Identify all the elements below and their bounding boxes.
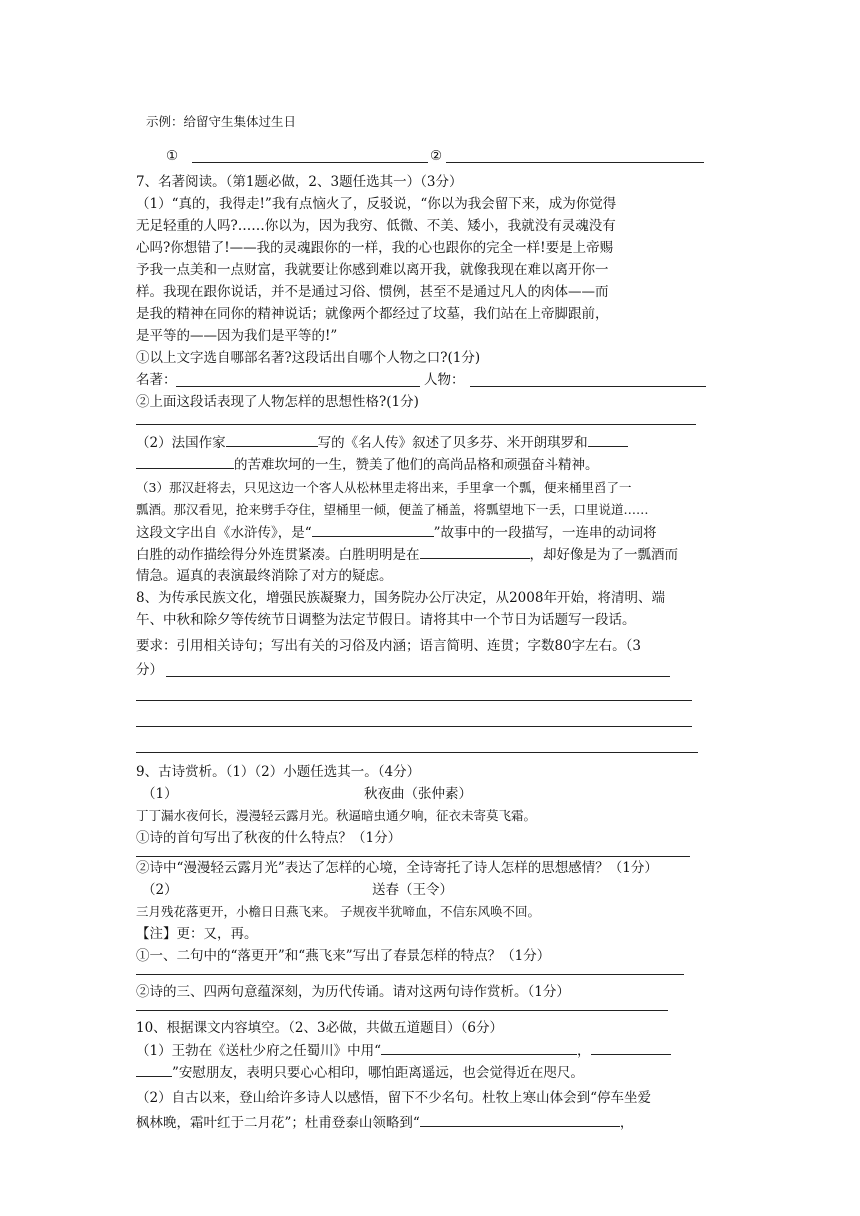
example-blank-1[interactable] xyxy=(192,162,428,163)
q7-sub2-text-b: 写的《名人传》叙述了贝多芬、米开朗琪罗和 xyxy=(317,435,588,451)
q10-sub1-text-a: （1）王勃在《送杜少府之任蜀川》中用“ xyxy=(136,1043,381,1059)
q7-passage-line: 样。我现在跟你说话，并不是通过习俗、惯例，甚至不是通过凡人的肉体——而 xyxy=(136,284,609,300)
q10-sub1-line2 xyxy=(136,1062,584,1083)
q9-answer-line[interactable] xyxy=(136,1010,668,1011)
q7-book-label: 名著： xyxy=(136,372,177,388)
q9-sub1-number: （1） xyxy=(142,786,178,802)
q7-passage-line: （1）“真的，我得走!”我有点恼火了，反驳说，“你以为我会留下来，成为你觉得 xyxy=(136,196,617,212)
q7-sub3-line2: 瓢酒。那汉看见，抢来劈手夺住，望桶里一倾，便盖了桶盖，将瓢望地下一丢，口里说道…… xyxy=(136,502,649,517)
q7-action-blank[interactable] xyxy=(420,544,530,559)
example-blank-1-label: ① xyxy=(166,148,179,164)
q7-passage-line: 是我的精神在同你的精神说话；就像两个都经过了坟墓，我们站在上帝脚跟前， xyxy=(136,306,609,322)
q8-line4: 分） xyxy=(136,662,163,678)
q7-author-blank[interactable] xyxy=(226,432,318,447)
q7-sub3-line5: 情急。逼真的表演最终消除了对方的疑虑。 xyxy=(136,568,393,584)
q9-sub2-number: （2） xyxy=(142,882,178,898)
q7-name-blank[interactable] xyxy=(588,432,628,447)
q8-line1: 8、为传承民族文化，增强民族凝聚力，国务院办公厅决定，从2008年开始，将清明、端 xyxy=(136,590,665,606)
q7-name-blank-2[interactable] xyxy=(136,454,234,469)
q10-sub1-text-b: ， xyxy=(577,1043,591,1059)
q9-sub2-poem-title: 送春（王令） xyxy=(372,882,453,898)
q7-story-blank[interactable] xyxy=(312,522,434,537)
q7-sub2-line1 xyxy=(136,432,628,453)
q10-poem-blank-3[interactable] xyxy=(136,1062,172,1077)
q7-sub2-text-c: 的苦难坎坷的一生，赞美了他们的高尚品格和顽强奋斗精神。 xyxy=(234,457,599,473)
q10-poem-blank-2[interactable] xyxy=(591,1040,671,1055)
q9-sub1-question1: ①诗的首句写出了秋夜的什么特点？（1分） xyxy=(136,830,402,846)
q10-sub2-text-a: 枫林晚，霜叶红于二月花”；杜甫登泰山领略到“ xyxy=(136,1115,420,1131)
q7-sub1-question1: ①以上文字选自哪部名著?这段话出自哪个人物之口?(1分) xyxy=(136,350,481,366)
q8-answer-line[interactable] xyxy=(136,726,692,727)
q7-sub2-text-a: （2）法国作家 xyxy=(136,435,226,451)
q9-sub2-poem: 三月残花落更开，小檐日日燕飞来。 子规夜半犹啼血，不信东风唤不回。 xyxy=(136,904,540,919)
q7-title: 7、名著阅读。（第1题必做，2、3题任选其一）（3分） xyxy=(136,174,463,190)
q7-sub3-line1: （3）那汉赶将去，只见这边一个客人从松林里走将出来，手里拿一个瓢，便来桶里舀了一 xyxy=(136,480,632,495)
q7-answer-line[interactable] xyxy=(136,424,696,425)
q8-answer-line[interactable] xyxy=(166,676,670,677)
q7-sub3-text-d: ，却好像是为了一瓢酒而 xyxy=(529,547,678,563)
q10-title: 10、根据课文内容填空。（2、3必做，共做五道题目）（6分） xyxy=(136,1020,503,1036)
q8-line2: 午、中秋和除夕等传统节日调整为法定节假日。请将其中一个节日为话题写一段话。 xyxy=(136,612,636,628)
q9-sub1-poem: 丁丁漏水夜何长，漫漫轻云露月光。秋逼暗虫通夕响，征衣未寄莫飞霜。 xyxy=(136,808,537,823)
q10-poem-blank-4[interactable] xyxy=(420,1112,620,1127)
q9-sub2-question2: ②诗的三、四两句意蕴深刻，为历代传诵。请对这两句诗作赏析。（1分） xyxy=(136,984,570,1000)
q9-sub1-poem-title: 秋夜曲（张仲素） xyxy=(364,786,472,802)
q10-sub2-line1: （2）自古以来，登山给许多诗人以感悟，留下不少名句。杜牧上寒山体会到“停车坐爱 xyxy=(136,1090,651,1106)
q9-answer-line[interactable] xyxy=(136,974,684,975)
q8-answer-line[interactable] xyxy=(136,700,692,701)
q7-sub3-text-c: 白胜的动作描绘得分外连贯紧凑。白胜明明是在 xyxy=(136,547,420,563)
q7-passage-line: 予我一点美和一点财富，我就要让你感到难以离开我，就像我现在难以离开你一 xyxy=(136,262,609,278)
example-blank-2[interactable] xyxy=(446,162,704,163)
q7-sub3-text-a: 这段文字出自《水浒传》，是“ xyxy=(136,525,312,541)
q7-person-blank[interactable] xyxy=(470,386,706,387)
q7-sub1-question2: ②上面这段话表现了人物怎样的思想性格?(1分) xyxy=(136,394,419,410)
q10-sub2-text-b: ， xyxy=(619,1115,634,1131)
q9-sub2-question1: ①一、二句中的“落更开”和“燕飞来”写出了春景怎样的特点？（1分） xyxy=(136,948,551,964)
q7-person-label: 人物： xyxy=(424,372,465,388)
q10-sub2-line2 xyxy=(136,1112,633,1133)
q8-line3: 要求：引用相关诗句；写出有关的习俗及内涵；语言简明、连贯；字数80字左右。（3 xyxy=(136,638,642,654)
q7-passage-line: 心吗?你想错了!——我的灵魂跟你的一样，我的心也跟你的完全一样!要是上帝赐 xyxy=(136,240,614,256)
q9-title: 9、古诗赏析。（1）（2）小题任选其一。（4分） xyxy=(136,764,421,780)
q7-passage-line: 无足轻重的人吗?……你以为，因为我穷、低微、不美、矮小，我就没有灵魂没有 xyxy=(136,218,616,234)
q7-sub3-line4 xyxy=(136,544,678,565)
q7-sub3-line3 xyxy=(136,522,657,543)
q9-sub1-question2: ②诗中“漫漫轻云露月光”表达了怎样的心境，全诗寄托了诗人怎样的思想感情？（1分） xyxy=(136,860,658,876)
q7-sub2-line2 xyxy=(136,454,599,475)
q9-sub2-note: 【注】更：又，再。 xyxy=(136,926,258,942)
q8-answer-line[interactable] xyxy=(136,752,698,753)
q7-book-blank[interactable] xyxy=(176,386,420,387)
q7-passage-line: 是平等的——因为我们是平等的!” xyxy=(136,328,338,344)
q10-sub1-text-c: ”安慰朋友，表明只要心心相印，哪怕距离遥远，也会觉得近在咫尺。 xyxy=(172,1065,584,1081)
q9-answer-line[interactable] xyxy=(136,856,690,857)
q10-sub1-line1 xyxy=(136,1040,671,1061)
q10-poem-blank-1[interactable] xyxy=(381,1040,577,1055)
example-blank-2-label: ② xyxy=(430,148,443,164)
q7-sub3-text-b: ”故事中的一段描写，一连串的动词将 xyxy=(433,525,657,541)
example-text: 示例：给留守生集体过生日 xyxy=(146,114,297,129)
